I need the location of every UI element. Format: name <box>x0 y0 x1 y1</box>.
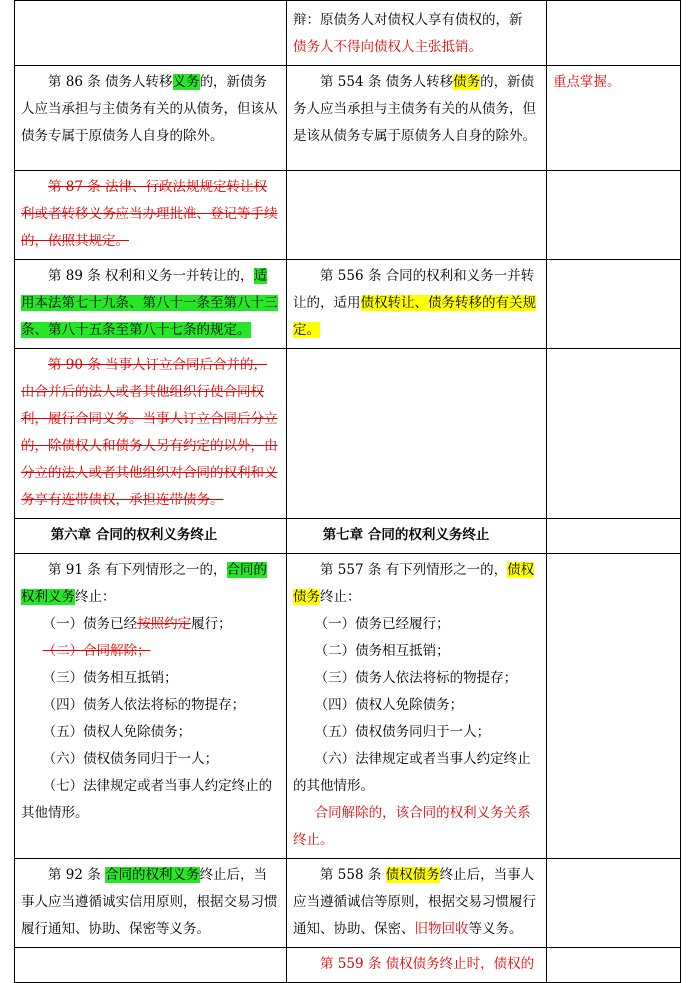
table-row <box>15 1 681 66</box>
article-92: 第 92 条 合同的权利义务终止后，当事人应当遵循诚实信用原则，根据交易习惯履行通知、协助、保密等义务。 <box>21 867 278 937</box>
article-556: 第 556 条 合同的权利和义务一并转让的，适用债权转让、债务转移的有关规定。 <box>293 268 536 338</box>
new-law-cell <box>287 554 547 859</box>
highlight-yellow: 债务 <box>453 74 481 90</box>
article-86: 第 86 条 债务人转移义务的，新债务人应当承担与主债务有关的从债务，但该从债务专属于原债务人自身的除外。 <box>21 74 278 144</box>
highlight-yellow: 债权债务 <box>293 562 535 605</box>
note-cell <box>547 519 681 554</box>
list-item: （五）债权人免除债务； <box>42 724 192 740</box>
table-row <box>15 66 681 171</box>
note-text: 重点掌握。 <box>553 74 621 90</box>
old-law-cell <box>15 859 287 948</box>
table-row <box>15 349 681 519</box>
table-row <box>15 171 681 260</box>
highlight-green: 义务 <box>172 74 200 90</box>
highlight-green: 合同的权利义务 <box>21 562 268 605</box>
old-law-cell <box>15 260 287 349</box>
note-cell <box>547 171 681 260</box>
new-law-cell <box>287 66 547 171</box>
note-cell <box>547 66 681 171</box>
table-row <box>15 519 681 554</box>
article-text-red: 债务人不得向债权人主张抵销。 <box>293 39 482 55</box>
article-89: 第 89 条 权利和义务一并转让的，适用本法第七十九条、第八十一条至第八十三条、第八十五条至第八十七条的规定。 <box>21 268 278 338</box>
list-item: （四）债务人依法将标的物提存； <box>42 697 246 713</box>
old-law-cell <box>15 1 287 66</box>
note-cell <box>547 1 681 66</box>
old-law-cell <box>15 349 287 519</box>
note-cell <box>547 554 681 859</box>
list-item: （一）债务已经按照约定履行； <box>42 616 232 632</box>
highlight-yellow: 债权转让、债务转移的有关规定。 <box>293 295 536 338</box>
new-law-cell <box>287 349 547 519</box>
list-item: （四）债权人免除债务； <box>314 697 464 713</box>
list-item: （六）债权债务同归于一人； <box>42 751 219 767</box>
chapter-heading-new: 第七章 合同的权利义务终止 <box>287 519 547 554</box>
highlight-green: 合同的权利义务 <box>105 867 200 883</box>
list-item: （五）债权债务同归于一人； <box>314 724 491 740</box>
law-comparison-table <box>14 0 681 983</box>
note-cell <box>547 349 681 519</box>
table-row <box>15 260 681 349</box>
list-item: （七）法律规定或者当事人约定终止的其他情形。 <box>21 778 273 821</box>
article-91: 第 91 条 有下列情形之一的，合同的权利义务终止： <box>21 562 268 605</box>
new-law-cell <box>287 948 547 983</box>
table-row <box>15 859 681 948</box>
article-87-deleted: 第 87 条 法律、行政法规规定转让权利或者转移义务应当办理批准、登记等手续的，依照其规定。 <box>21 179 278 249</box>
old-law-cell <box>15 554 287 859</box>
article-554: 第 554 条 债务人转移债务的，新债务人应当承担与主债务有关的从债务，但是该从债务专属于原债务人自身的除外。 <box>293 74 536 144</box>
list-item: （六）法律规定或者当事人约定终止的其他情形。 <box>293 751 531 794</box>
list-item: （二）债务相互抵销； <box>314 643 450 659</box>
article-90-deleted: 第 90 条 当事人订立合同后合并的，由合并后的法人或者其他组织行使合同权利，履行合同义务。当事人订立合同后分立的，除债权人和债务人另有约定的以外，由分立的法人或者其他组织对合同的权利和义务享有连带债权，承担连带债务。 <box>21 357 278 508</box>
list-item: （三）债务相互抵销； <box>42 670 178 686</box>
article-text: 辩：原债务人对债权人享有债权的，新 <box>293 12 523 28</box>
note-cell <box>547 859 681 948</box>
list-item: （一）债务已经履行； <box>314 616 450 632</box>
new-law-cell <box>287 171 547 260</box>
table-row <box>15 554 681 859</box>
article-558: 第 558 条 债权债务终止后，当事人应当遵循诚信等原则，根据交易习惯履行通知、协助、保密、旧物回收等义务。 <box>293 867 536 937</box>
table-row <box>15 948 681 983</box>
new-law-cell <box>287 260 547 349</box>
article-559: 第 559 条 债权债务终止时，债权的 <box>320 956 535 972</box>
article-557: 第 557 条 有下列情形之一的，债权债务终止： <box>293 562 535 605</box>
note-cell <box>547 948 681 983</box>
old-law-cell <box>15 66 287 171</box>
chapter-heading-old: 第六章 合同的权利义务终止 <box>15 519 287 554</box>
list-item: （三）债务人依法将标的物提存； <box>314 670 518 686</box>
note-cell <box>547 260 681 349</box>
highlight-green: 适用本法第七十九条、第八十一条至第八十三条、第八十五条至第八十七条的规定。 <box>21 268 278 338</box>
list-item-deleted: （二）合同解除； <box>42 643 151 659</box>
new-law-cell <box>287 859 547 948</box>
highlight-yellow: 债权债务 <box>385 867 440 883</box>
article-text-red: 旧物回收 <box>414 921 469 937</box>
article-text-red: 合同解除的，该合同的权利义务关系终止。 <box>293 805 531 848</box>
new-law-cell <box>287 1 547 66</box>
old-law-cell <box>15 948 287 983</box>
old-law-cell <box>15 171 287 260</box>
